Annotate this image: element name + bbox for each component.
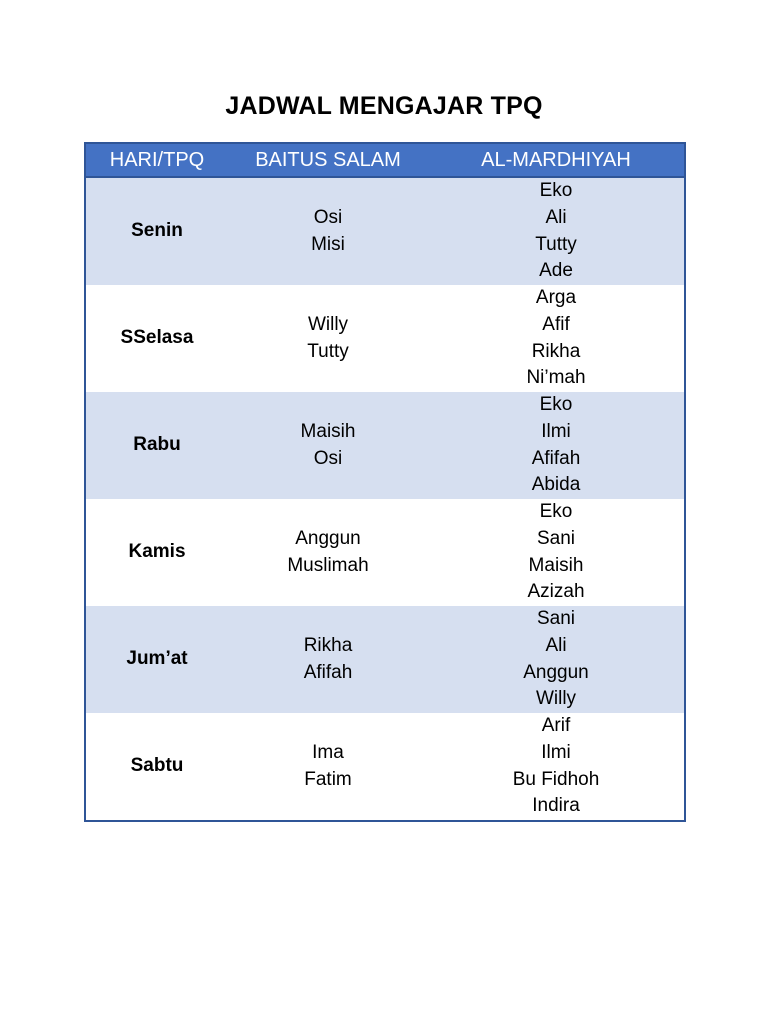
teacher-name: Maisih — [528, 554, 584, 576]
teacher-name: Misi — [311, 233, 345, 255]
table-row — [86, 392, 684, 499]
al-mardhiyah-cell — [428, 499, 684, 606]
header-al-mardhiyah: AL-MARDHIYAH — [481, 149, 631, 171]
table-row — [86, 713, 684, 820]
teacher-name: Ni’mah — [526, 367, 586, 389]
teacher-name: Willy — [307, 313, 349, 335]
al-mardhiyah-cell — [428, 713, 684, 820]
day-cell: Sabtu — [130, 755, 184, 777]
teacher-name: Afif — [542, 313, 570, 335]
teacher-name: Abida — [531, 474, 581, 496]
header-day: HARI/TPQ — [109, 149, 205, 171]
teacher-name: Rikha — [303, 634, 353, 656]
table-row — [86, 285, 684, 392]
teacher-name: Ali — [545, 206, 567, 228]
teacher-name: Ade — [539, 260, 573, 282]
day-cell: Jum’at — [126, 648, 188, 670]
teacher-name: Tutty — [535, 233, 577, 255]
table-row — [86, 606, 684, 713]
teacher-name: Anggun — [295, 527, 361, 549]
teacher-name: Arif — [541, 715, 571, 737]
day-cell: Senin — [131, 220, 183, 242]
baitus-salam-cell — [228, 178, 428, 285]
table-row — [86, 178, 684, 285]
teacher-name: Fatim — [304, 768, 352, 790]
day-cell: Kamis — [128, 541, 186, 563]
baitus-salam-cell — [228, 499, 428, 606]
teacher-name: Muslimah — [287, 554, 369, 576]
al-mardhiyah-cell — [428, 392, 684, 499]
page-title: JADWAL MENGAJAR TPQ — [225, 92, 543, 120]
baitus-salam-cell — [228, 285, 428, 392]
table-header-row — [86, 144, 684, 178]
header-baitus-salam: BAITUS SALAM — [255, 149, 401, 171]
teacher-name: Osi — [313, 447, 343, 469]
al-mardhiyah-cell — [428, 285, 684, 392]
teacher-name: Ilmi — [541, 420, 571, 442]
teacher-name: Afifah — [303, 661, 353, 683]
teacher-name: Ali — [545, 634, 567, 656]
baitus-salam-cell — [228, 713, 428, 820]
teacher-name: Rikha — [531, 340, 581, 362]
teacher-name: Willy — [535, 688, 577, 710]
teacher-name: Sani — [536, 608, 576, 630]
teacher-name: Eko — [539, 501, 573, 523]
teacher-name: Ilmi — [541, 741, 571, 763]
teacher-name: Sani — [536, 527, 576, 549]
schedule-table — [84, 142, 686, 822]
teacher-name: Bu Fidhoh — [512, 768, 600, 790]
teacher-name: Azizah — [527, 581, 585, 603]
table-row — [86, 499, 684, 606]
baitus-salam-cell — [228, 606, 428, 713]
teacher-name: Osi — [313, 206, 343, 228]
teacher-name: Anggun — [523, 661, 589, 683]
teacher-name: Eko — [539, 394, 573, 416]
day-cell: SSelasa — [120, 327, 194, 349]
teacher-name: Afifah — [531, 447, 581, 469]
al-mardhiyah-cell — [428, 178, 684, 285]
teacher-name: Eko — [539, 180, 573, 202]
al-mardhiyah-cell — [428, 606, 684, 713]
teacher-name: Tutty — [307, 340, 349, 362]
day-cell: Rabu — [133, 434, 181, 456]
baitus-salam-cell — [228, 392, 428, 499]
teacher-name: Ima — [312, 741, 344, 763]
teacher-name: Indira — [532, 795, 580, 817]
teacher-name: Arga — [535, 287, 577, 309]
teacher-name: Maisih — [300, 420, 356, 442]
